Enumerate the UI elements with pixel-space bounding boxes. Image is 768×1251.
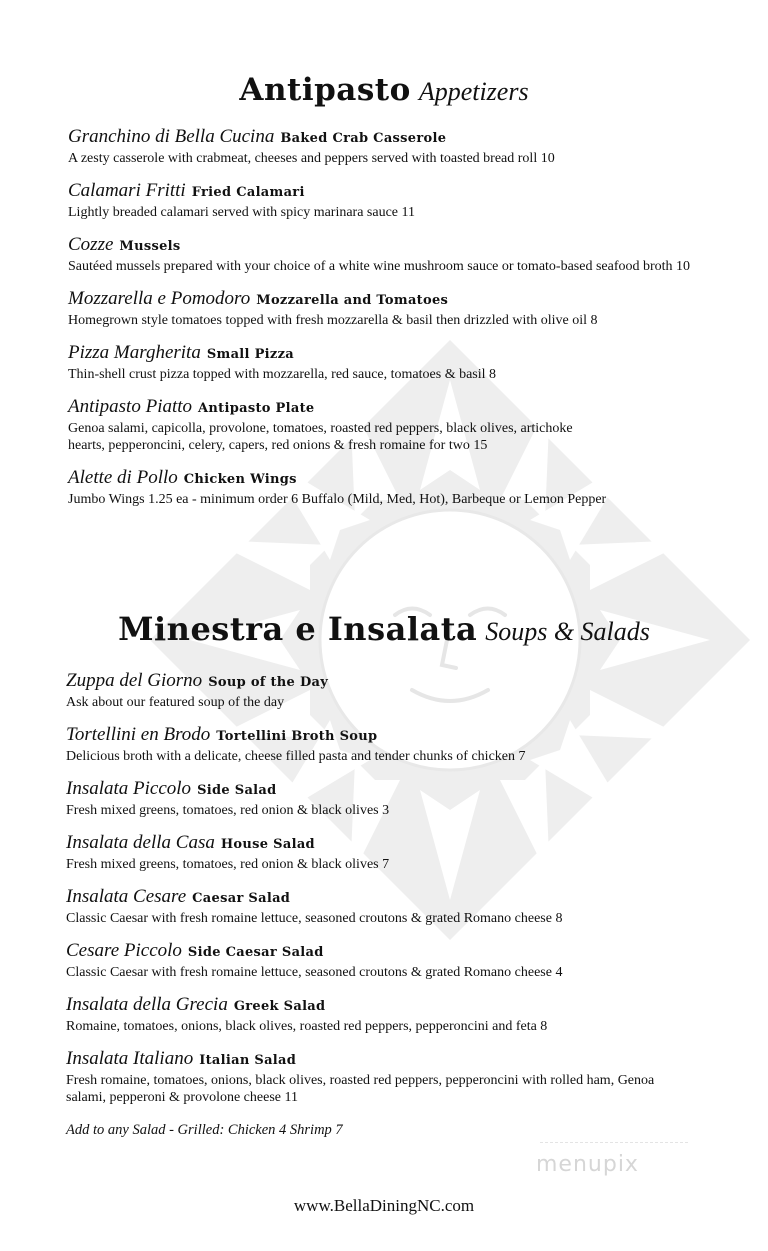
menu-item-description: Fresh mixed greens, tomatoes, red onion & black olives 3 (66, 803, 390, 818)
minestra-subtitle: Soups & Salads (485, 617, 650, 646)
menu-item-italian-name: Cesare Piccolo (66, 940, 182, 961)
menu-item-description: Lightly breaded calamari served with spicy marinara sauce 11 (68, 205, 416, 220)
minestra-items (66, 670, 768, 1139)
menu-item-english-name: House Salad (220, 837, 315, 852)
menu-item-english-name: Chicken Wings (183, 472, 297, 487)
antipasto-subtitle: Appetizers (418, 77, 529, 106)
menu-item-english-name: Small Pizza (206, 347, 294, 362)
menu-item-description: Ask about our featured soup of the day (66, 695, 285, 710)
antipasto-items (68, 126, 768, 508)
salad-addon-note: Add to any Salad - Grilled: Chicken 4 Shrimp 7 (66, 1122, 343, 1138)
menu-item-english-name: Caesar Salad (192, 891, 291, 906)
menu-item-title (66, 670, 768, 694)
menu-item-title (68, 180, 768, 204)
menu-item-english-name: Soup of the Day (208, 675, 329, 690)
menu-item (68, 234, 768, 275)
menu-item-italian-name: Antipasto Piatto (68, 396, 193, 417)
menu-item-title (68, 396, 768, 420)
menu-item-italian-name: Insalata Cesare (66, 886, 187, 907)
antipasto-title: Antipasto (239, 72, 411, 108)
website-url[interactable]: www.BellaDiningNC.com (293, 1196, 475, 1215)
menu-item-description: Delicious broth with a delicate, cheese filled pasta and tender chunks of chicken 7 (66, 749, 526, 764)
menu-item (66, 994, 768, 1035)
menu-item-english-name: Fried Calamari (191, 185, 305, 200)
menu-item (66, 724, 768, 765)
menu-item-title (66, 832, 768, 856)
minestra-section (0, 610, 768, 1139)
menu-item-title (68, 288, 768, 312)
menu-item (66, 886, 768, 927)
menu-item-english-name: Mussels (119, 239, 181, 254)
menu-item-description: Sautéed mussels prepared with your choice of a white wine mushroom sauce or tomato-based seafood broth 10 (68, 259, 691, 274)
menu-item-english-name: Side Caesar Salad (187, 945, 324, 960)
menu-item-title (68, 467, 768, 491)
menu-item-description: Classic Caesar with fresh romaine lettuce, seasoned croutons & grated Romano cheese 8 (66, 911, 563, 926)
menu-item-italian-name: Cozze (68, 234, 114, 255)
menu-item-english-name: Tortellini Broth Soup (216, 729, 378, 744)
menu-item-title (66, 778, 768, 802)
menu-item-description: Romaine, tomatoes, onions, black olives, roasted red peppers, pepperoncini and feta 8 (66, 1019, 548, 1034)
menu-item (66, 778, 768, 819)
menu-item (68, 288, 768, 329)
menupix-watermark: menupix (536, 1152, 639, 1177)
menu-item-description: Fresh romaine, tomatoes, onions, black olives, roasted red peppers, pepperoncini with rolled ham, Genoa salami, pepperoni & provolone cheese 11 (66, 1073, 655, 1105)
menu-item (68, 467, 768, 508)
menu-item-description: A zesty casserole with crabmeat, cheeses and peppers served with toasted bread roll 10 (68, 151, 555, 166)
menu-item-description: Genoa salami, capicolla, provolone, tomatoes, roasted red peppers, black olives, artichoke hearts, pepperoncini, celery, capers, red onions & fresh romaine for two 15 (68, 421, 573, 453)
menu-item-title (68, 126, 768, 150)
menu-item-description: Classic Caesar with fresh romaine lettuce, seasoned croutons & grated Romano cheese 4 (66, 965, 563, 980)
menu-item-title (68, 342, 768, 366)
menu-item-title (66, 940, 768, 964)
menu-item-italian-name: Pizza Margherita (68, 342, 201, 363)
menu-item-title (66, 994, 768, 1018)
menu-item-italian-name: Insalata della Grecia (66, 994, 228, 1015)
menu-item-description: Fresh mixed greens, tomatoes, red onion & black olives 7 (66, 857, 390, 872)
menu-item-title (66, 724, 768, 748)
menu-item-title (66, 886, 768, 910)
menu-item (68, 126, 768, 167)
menu-item-title (68, 234, 768, 258)
menu-item-italian-name: Tortellini en Brodo (66, 724, 211, 745)
menu-item-english-name: Italian Salad (199, 1053, 297, 1068)
menu-item-english-name: Side Salad (197, 783, 277, 798)
antipasto-section (0, 72, 768, 521)
menu-item-italian-name: Alette di Pollo (68, 467, 178, 488)
minestra-title: Minestra e Insalata (118, 610, 478, 648)
menu-item-italian-name: Insalata Piccolo (66, 778, 192, 799)
menu-item-italian-name: Granchino di Bella Cucina (68, 126, 275, 147)
menu-item-description: Jumbo Wings 1.25 ea - minimum order 6 Buffalo (Mild, Med, Hot), Barbeque or Lemon Pepper (68, 492, 607, 507)
menu-item-italian-name: Insalata della Casa (66, 832, 215, 853)
menu-item-italian-name: Insalata Italiano (66, 1048, 194, 1069)
menu-item-english-name: Antipasto Plate (198, 401, 315, 416)
menu-item (68, 396, 768, 454)
menu-item (68, 180, 768, 221)
menu-item (66, 832, 768, 873)
menu-item-english-name: Greek Salad (233, 999, 326, 1014)
menu-item-english-name: Baked Crab Casserole (280, 131, 447, 146)
watermark-divider (540, 1142, 688, 1143)
menu-item (66, 940, 768, 981)
menu-item-italian-name: Calamari Fritti (68, 180, 186, 201)
menu-item-title (66, 1048, 768, 1072)
menu-item-description: Thin-shell crust pizza topped with mozzarella, red sauce, tomatoes & basil 8 (68, 367, 497, 382)
menu-item-description: Homegrown style tomatoes topped with fresh mozzarella & basil then drizzled with olive oil 8 (68, 313, 598, 328)
menu-item (68, 342, 768, 383)
menu-item (66, 1048, 768, 1106)
menu-item-english-name: Mozzarella and Tomatoes (256, 293, 449, 308)
menu-item (66, 670, 768, 711)
menu-item-italian-name: Zuppa del Giorno (66, 670, 203, 691)
menu-item-italian-name: Mozzarella e Pomodoro (68, 288, 251, 309)
antipasto-header (0, 72, 768, 108)
minestra-header (0, 610, 768, 648)
